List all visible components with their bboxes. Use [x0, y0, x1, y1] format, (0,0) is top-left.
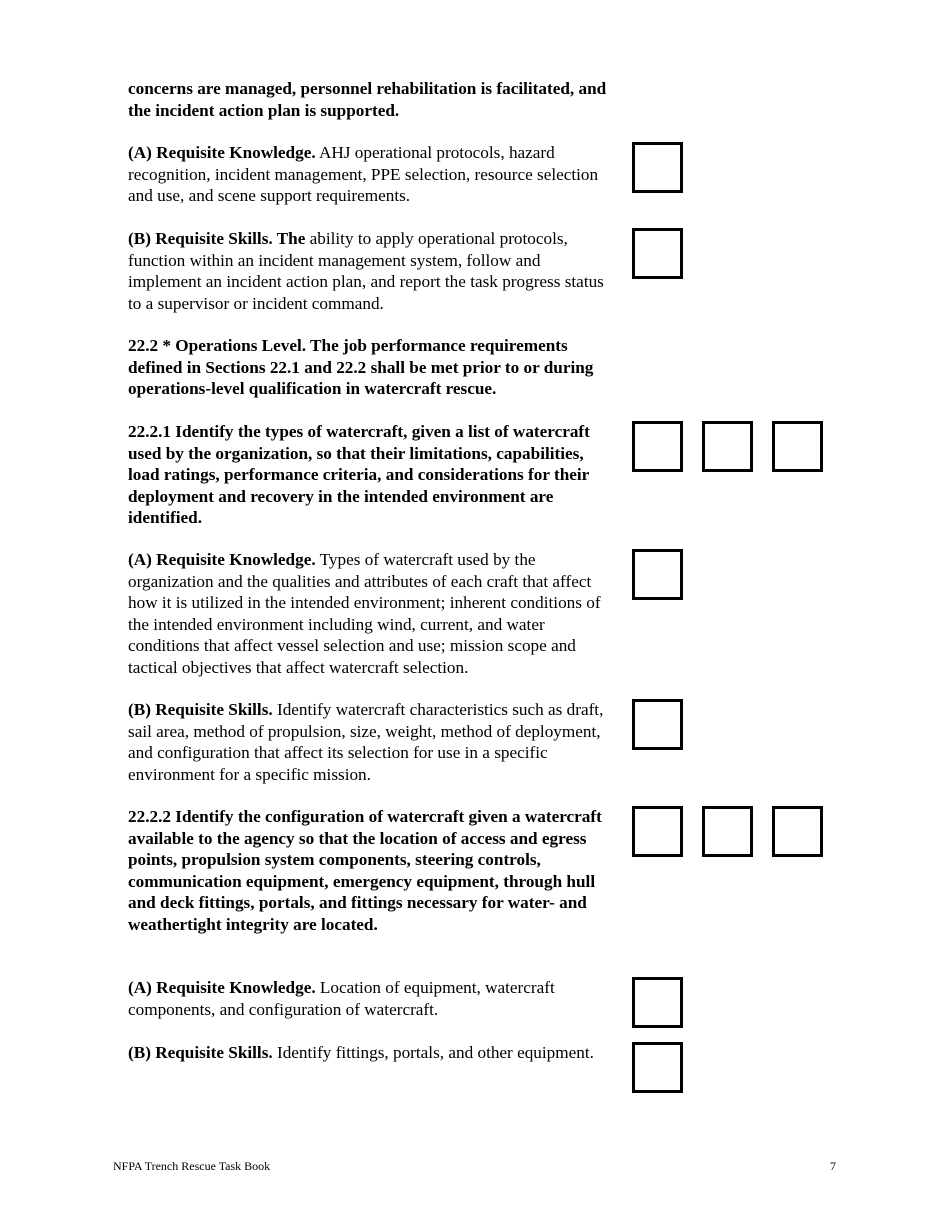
paragraph-requisite-knowledge-22-2-1 — [128, 549, 618, 678]
signoff-checkbox[interactable] — [632, 1042, 683, 1093]
paragraph-text: Identify fittings, portals, and other equipment. — [272, 1043, 594, 1062]
paragraph-label: (A) Requisite Knowledge. — [128, 143, 316, 162]
paragraph-label: (A) Requisite Knowledge. — [128, 550, 316, 569]
signoff-checkbox[interactable] — [632, 142, 683, 193]
paragraph-text: AHJ operational protocols, hazard recognition, incident management, PPE selection, resource selection and use, and scene support requirements. — [128, 143, 599, 205]
signoff-checkbox[interactable] — [632, 699, 683, 750]
paragraph-requisite-skills-22-2-1 — [128, 699, 618, 785]
footer-title: NFPA Trench Rescue Task Book — [113, 1159, 271, 1173]
paragraph-requisite-skills-22-2-2 — [128, 1042, 618, 1064]
signoff-checkbox[interactable] — [632, 806, 683, 857]
paragraph-label: (A) Requisite Knowledge. — [128, 978, 316, 997]
signoff-checkbox[interactable] — [772, 806, 823, 857]
signoff-checkbox[interactable] — [632, 228, 683, 279]
section-heading-22-2-1: 22.2.1 Identify the types of watercraft, given a list of watercraft used by the organization, so that their limitations, capabilities, load ratings, performance criteria, and considerations for their deployment and recovery in the intended environment are identified. — [128, 422, 590, 527]
paragraph-requisite-skills-22-1 — [128, 228, 618, 314]
paragraph-label: (B) Requisite Skills. — [128, 700, 273, 719]
paragraph-requisite-knowledge-22-2-2 — [128, 977, 618, 1020]
signoff-checkbox[interactable] — [632, 977, 683, 1028]
paragraph-label: (B) Requisite Skills. The — [128, 229, 306, 248]
paragraph-text: ability to apply operational protocols, function within an incident management system, follow and implement an incident action plan, and report the task progress status to a supervisor or incident command. — [128, 229, 604, 313]
signoff-checkbox[interactable] — [772, 421, 823, 472]
paragraph-label: (B) Requisite Skills. — [128, 1043, 273, 1062]
paragraph-text: Identify watercraft characteristics such as draft, sail area, method of propulsion, size, weight, method of deployment, and configuration that affect its selection for use in a specific environment for a specific mission. — [128, 700, 604, 784]
page-number: 7 — [830, 1159, 836, 1173]
signoff-checkbox[interactable] — [632, 421, 683, 472]
paragraph-requisite-knowledge-22-1 — [128, 142, 618, 207]
paragraph-continuation: concerns are managed, personnel rehabilitation is facilitated, and the incident action plan is supported. — [128, 79, 607, 120]
section-heading-22-2: 22.2 * Operations Level. The job performance requirements defined in Sections 22.1 and 22.2 shall be met prior to or during operations-level qualification in watercraft rescue. — [128, 336, 594, 398]
signoff-checkbox[interactable] — [702, 806, 753, 857]
section-heading-22-2-2: 22.2.2 Identify the configuration of watercraft given a watercraft available to the agency so that the location of access and egress points, propulsion system components, steering controls, communication equipment, emergency equipment, through hull and deck fittings, portals, and fittings necessary for water- and weathertight integrity are located. — [128, 807, 602, 934]
paragraph-text: Types of watercraft used by the organization and the qualities and attributes of each craft that affect how it is utilized in the intended environment; inherent conditions of the intended environment including wind, current, and water conditions that affect vessel selection and use; mission scope and tactical objectives that affect watercraft selection. — [128, 550, 601, 677]
paragraph-text: Location of equipment, watercraft components, and configuration of watercraft. — [128, 978, 555, 1019]
signoff-checkbox[interactable] — [702, 421, 753, 472]
signoff-checkbox[interactable] — [632, 549, 683, 600]
